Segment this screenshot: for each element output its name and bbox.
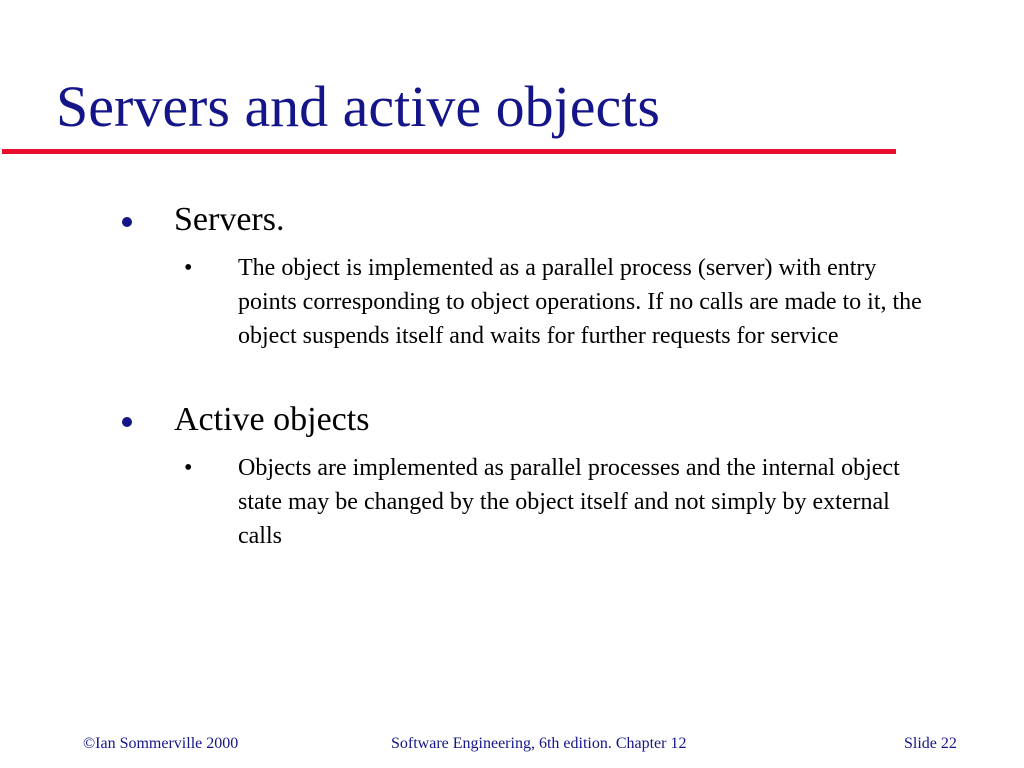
title-underline (2, 149, 896, 154)
sub-bullet-text: Objects are implemented as parallel processes and the internal object state may be changed by the object itself and not simply by external calls (238, 455, 900, 549)
sub-bullet-glyph: • (184, 255, 193, 281)
footer-copyright: ©Ian Sommerville 2000 (83, 735, 239, 752)
bullet-dot-icon (122, 417, 132, 427)
slide-title: Servers and active objects (56, 74, 660, 139)
bullet-label: Servers. (174, 201, 285, 238)
bullet-dot-icon (122, 217, 132, 227)
sub-bullet-glyph: • (184, 455, 193, 481)
footer-slide-number: Slide 22 (904, 735, 957, 752)
sub-bullet-text: The object is implemented as a parallel process (server) with entry points corresponding to object operations. If no calls are made to it, the object suspends itself and waits for further requests for service (238, 255, 922, 349)
bullet-label: Active objects (174, 401, 370, 438)
footer-book-title: Software Engineering, 6th edition. Chapter 12 (391, 735, 687, 752)
